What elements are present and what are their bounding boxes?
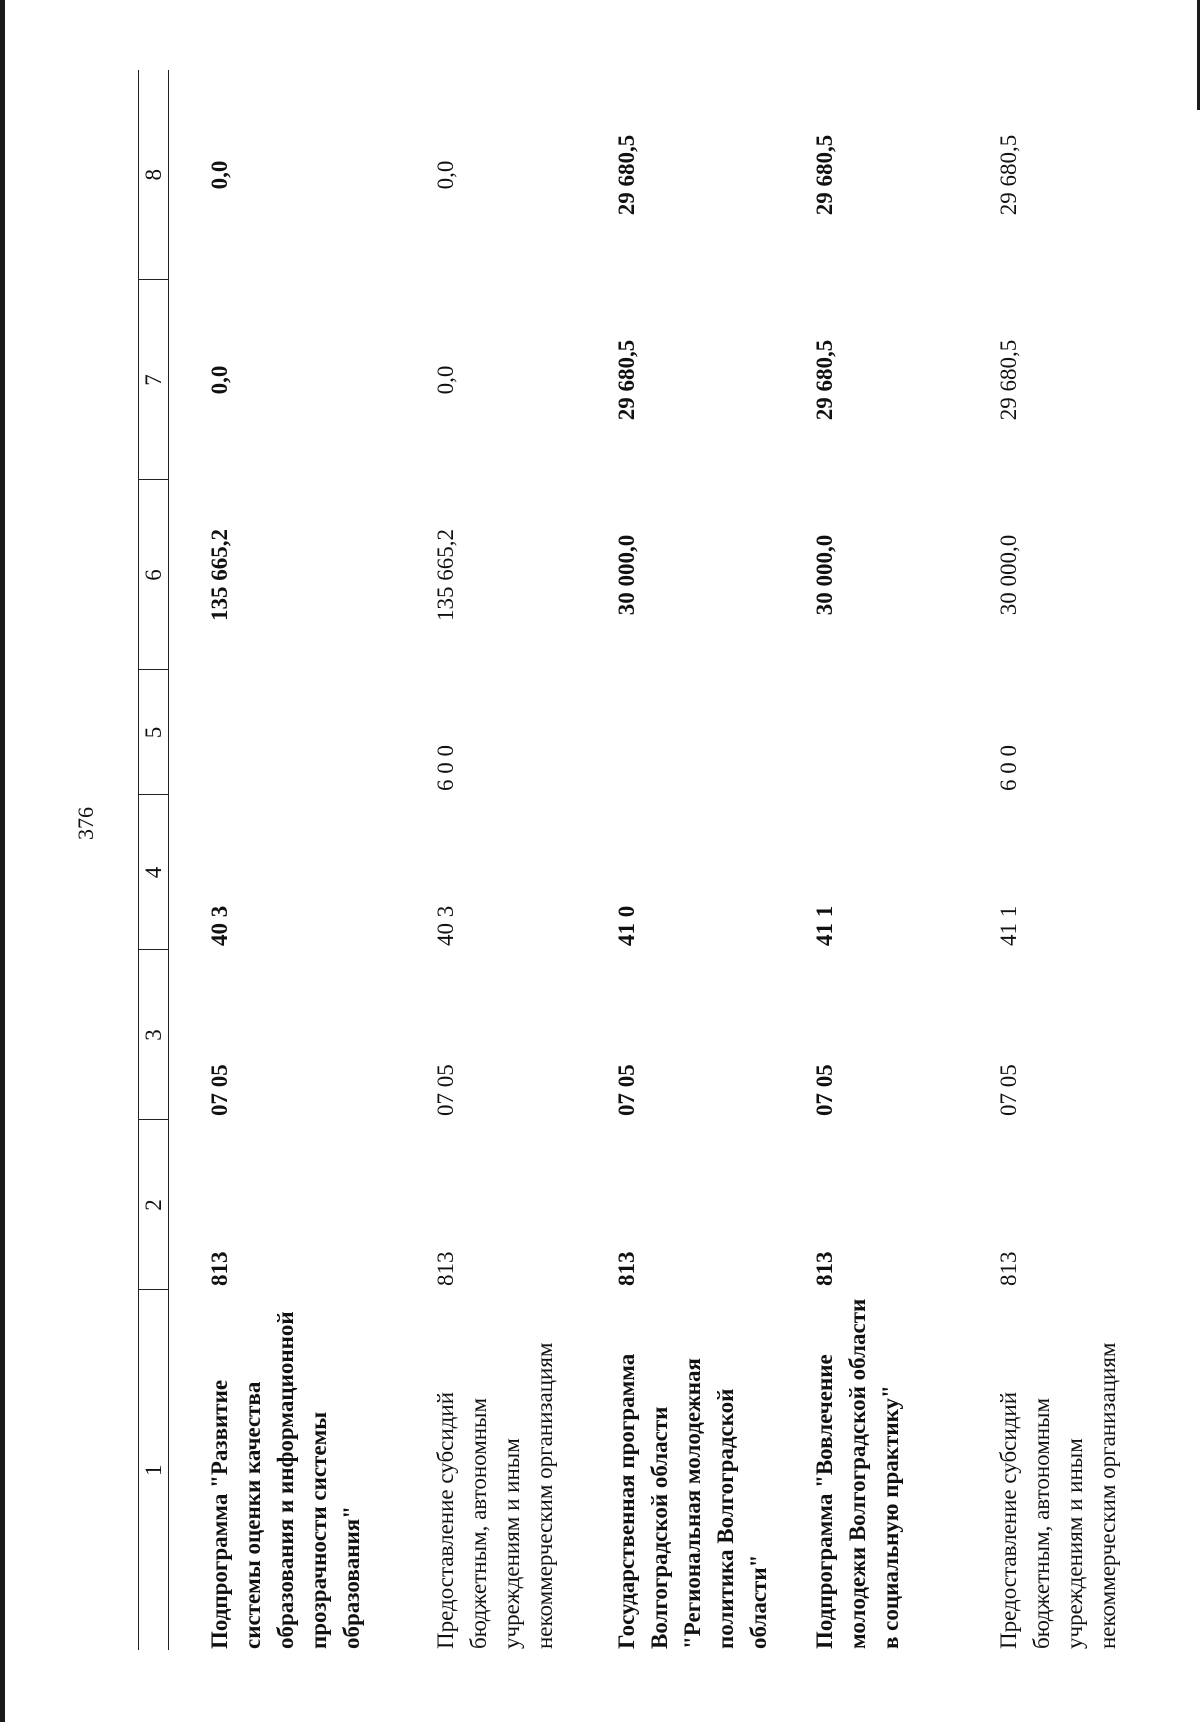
column-header-7: 7: [139, 280, 169, 480]
row-value-7: 0,0: [207, 365, 232, 395]
row-value-7: 29 680,5: [996, 339, 1021, 421]
column-header-3: 3: [139, 950, 169, 1120]
row-value-6: 135 665,2: [207, 529, 232, 621]
row-value-8: 0,0: [207, 160, 232, 190]
row-value-8: 29 680,5: [614, 134, 639, 216]
table-row: [169, 70, 414, 1650]
row-value-8: 29 680,5: [996, 134, 1021, 216]
row-expense-type: 6 0 0: [433, 745, 458, 791]
row-program: 40 3: [433, 905, 458, 946]
row-value-7: 0,0: [433, 365, 458, 395]
column-number-header: [139, 70, 169, 1650]
row-value-7: 29 680,5: [614, 339, 639, 421]
page-number: 376: [73, 807, 98, 840]
table-row: [413, 70, 594, 1650]
row-program: 41 1: [812, 905, 837, 946]
row-code: 813: [433, 1251, 458, 1286]
table-row: [594, 70, 792, 1650]
row-value-7: 29 680,5: [812, 339, 837, 421]
column-header-4: 4: [139, 795, 169, 950]
row-program: 41 1: [996, 905, 1021, 946]
column-header-8: 8: [139, 70, 169, 280]
table-row: [976, 70, 1142, 1650]
row-expense-type: [792, 670, 976, 795]
column-header-2: 2: [139, 1120, 169, 1290]
row-expense-type: [169, 670, 414, 795]
row-value-6: 30 000,0: [812, 534, 837, 616]
row-value-6: 135 665,2: [433, 529, 458, 621]
row-program: 40 3: [207, 905, 232, 946]
row-value-8: 29 680,5: [812, 134, 837, 216]
row-name: Предоставление субсидий бюджетным, автономным учреждениям и иным некоммерческим организациям: [433, 1342, 557, 1649]
column-header-6: 6: [139, 480, 169, 670]
row-value-6: 30 000,0: [614, 534, 639, 616]
row-section: 07 05: [433, 1064, 458, 1116]
table-row: [792, 70, 976, 1650]
row-code: 813: [996, 1251, 1021, 1286]
row-expense-type: [594, 670, 792, 795]
row-code: 813: [207, 1251, 232, 1286]
row-section: 07 05: [207, 1064, 232, 1116]
row-program: 41 0: [614, 905, 639, 946]
row-name: Предоставление субсидий бюджетным, автономным учреждениям и иным некоммерческим организациям: [996, 1342, 1120, 1649]
row-name: Подпрограмма "Развитие системы оценки качества образования и информационной прозрачности системы образования": [207, 1311, 364, 1649]
row-section: 07 05: [996, 1064, 1021, 1116]
row-value-6: 30 000,0: [996, 534, 1021, 616]
row-value-8: 0,0: [433, 160, 458, 190]
rotated-table-container: [138, 70, 1120, 1650]
row-code: 813: [614, 1251, 639, 1286]
budget-table: [138, 70, 1142, 1650]
row-name: Подпрограмма "Вовлечение молодежи Волгоградской области в социальную практику": [812, 1298, 903, 1649]
column-header-1: 1: [139, 1290, 169, 1650]
row-code: 813: [812, 1251, 837, 1286]
row-expense-type: 6 0 0: [996, 745, 1021, 791]
row-section: 07 05: [812, 1064, 837, 1116]
scan-edge-left: [0, 0, 5, 1722]
column-header-5: 5: [139, 670, 169, 795]
row-name: Государственная программа Волгоградской области "Региональная молодежная политика Волгоградской области": [614, 1353, 771, 1649]
row-section: 07 05: [614, 1064, 639, 1116]
